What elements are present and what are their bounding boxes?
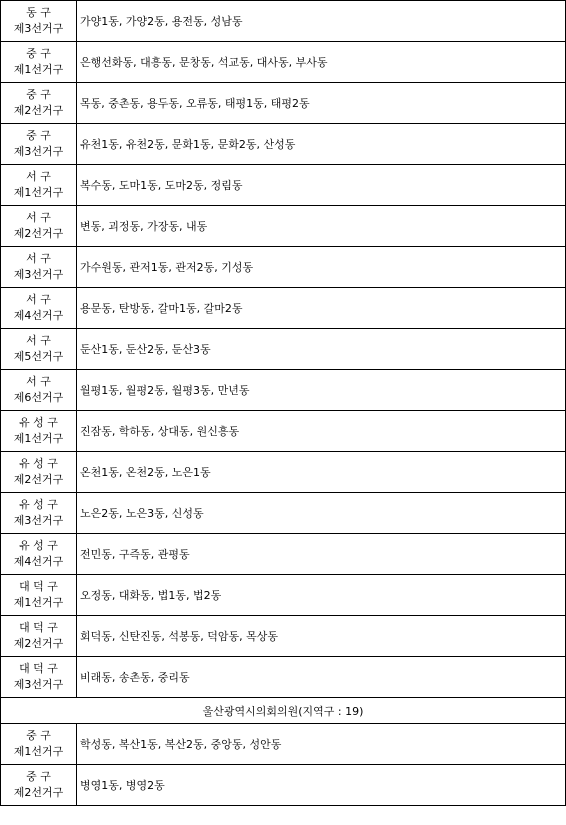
district-cell: 중 구 제1선거구	[1, 42, 77, 83]
district-cell: 중 구 제2선거구	[1, 765, 77, 806]
district-cell: 서 구 제6선거구	[1, 370, 77, 411]
table-row	[1, 206, 566, 247]
district-cell: 중 구 제3선거구	[1, 124, 77, 165]
dong-list-cell: 병영1동, 병영2동	[77, 765, 566, 806]
dong-list-cell: 오정동, 대화동, 법1동, 법2동	[77, 575, 566, 616]
dong-list-cell: 가양1동, 가양2동, 용전동, 성남동	[77, 1, 566, 42]
table-row	[1, 765, 566, 806]
table-row	[1, 83, 566, 124]
table-row	[1, 534, 566, 575]
dong-list-cell: 용문동, 탄방동, 갈마1동, 갈마2동	[77, 288, 566, 329]
dong-list-cell: 둔산1동, 둔산2동, 둔산3동	[77, 329, 566, 370]
table-row	[1, 42, 566, 83]
district-table-body	[1, 1, 566, 806]
dong-list-cell: 비래동, 송촌동, 중리동	[77, 657, 566, 698]
district-cell: 대 덕 구 제3선거구	[1, 657, 77, 698]
table-row	[1, 411, 566, 452]
district-cell: 서 구 제5선거구	[1, 329, 77, 370]
dong-list-cell: 월평1동, 월평2동, 월평3동, 만년동	[77, 370, 566, 411]
dong-list-cell: 복수동, 도마1동, 도마2동, 정림동	[77, 165, 566, 206]
table-row	[1, 724, 566, 765]
district-cell: 유 성 구 제3선거구	[1, 493, 77, 534]
dong-list-cell: 진잠동, 학하동, 상대동, 원신흥동	[77, 411, 566, 452]
table-row	[1, 493, 566, 534]
table-row	[1, 165, 566, 206]
district-cell: 서 구 제1선거구	[1, 165, 77, 206]
table-row	[1, 288, 566, 329]
table-row	[1, 575, 566, 616]
table-row	[1, 124, 566, 165]
district-cell: 대 덕 구 제2선거구	[1, 616, 77, 657]
section-header: 울산광역시의회의원(지역구 : 19)	[1, 698, 566, 724]
table-row	[1, 329, 566, 370]
dong-list-cell: 노은2동, 노은3동, 신성동	[77, 493, 566, 534]
dong-list-cell: 회덕동, 신탄진동, 석봉동, 덕암동, 목상동	[77, 616, 566, 657]
section-header-row	[1, 698, 566, 724]
table-row	[1, 370, 566, 411]
dong-list-cell: 학성동, 복산1동, 복산2동, 중앙동, 성안동	[77, 724, 566, 765]
dong-list-cell: 목동, 중촌동, 용두동, 오류동, 태평1동, 태평2동	[77, 83, 566, 124]
table-row	[1, 452, 566, 493]
table-row	[1, 247, 566, 288]
table-row	[1, 657, 566, 698]
district-cell: 서 구 제4선거구	[1, 288, 77, 329]
district-cell: 중 구 제1선거구	[1, 724, 77, 765]
dong-list-cell: 가수원동, 관저1동, 관저2동, 기성동	[77, 247, 566, 288]
dong-list-cell: 변동, 괴정동, 가장동, 내동	[77, 206, 566, 247]
district-cell: 서 구 제2선거구	[1, 206, 77, 247]
district-cell: 중 구 제2선거구	[1, 83, 77, 124]
dong-list-cell: 전민동, 구즉동, 관평동	[77, 534, 566, 575]
table-row	[1, 1, 566, 42]
district-cell: 유 성 구 제1선거구	[1, 411, 77, 452]
dong-list-cell: 온천1동, 온천2동, 노은1동	[77, 452, 566, 493]
district-cell: 서 구 제3선거구	[1, 247, 77, 288]
table-row	[1, 616, 566, 657]
district-cell: 유 성 구 제4선거구	[1, 534, 77, 575]
dong-list-cell: 은행선화동, 대흥동, 문창동, 석교동, 대사동, 부사동	[77, 42, 566, 83]
district-cell: 유 성 구 제2선거구	[1, 452, 77, 493]
district-cell: 동 구 제3선거구	[1, 1, 77, 42]
dong-list-cell: 유천1동, 유천2동, 문화1동, 문화2동, 산성동	[77, 124, 566, 165]
district-cell: 대 덕 구 제1선거구	[1, 575, 77, 616]
